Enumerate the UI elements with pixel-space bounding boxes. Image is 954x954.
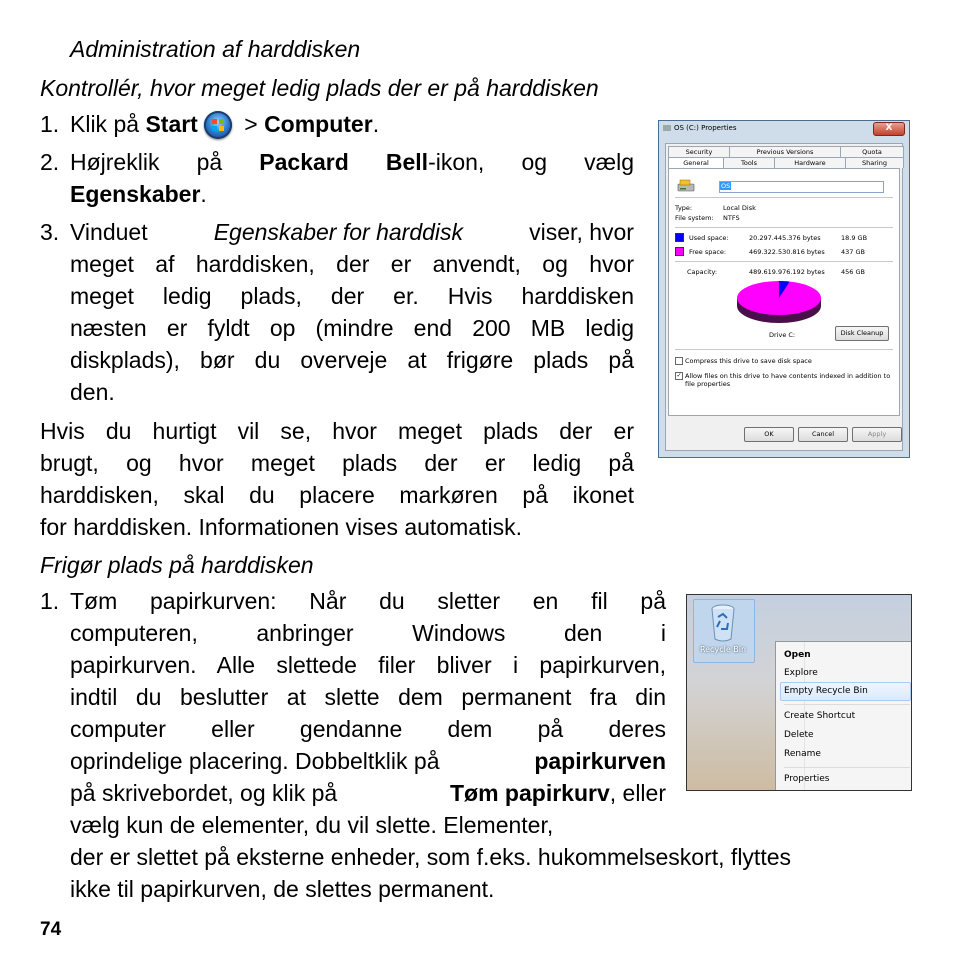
free-line: Tøm papirkurven: Når du sletter en fil på — [70, 588, 666, 614]
step-number: 2. — [40, 149, 60, 175]
paragraph-line: Hvis du hurtigt vil se, hvor meget plads der er — [40, 418, 634, 444]
free-line — [70, 747, 666, 775]
step2-end: . — [200, 181, 207, 207]
step3-post: viser, hvor — [529, 219, 634, 245]
paragraph-line: brugt, og hvor meget plads der er ledig på — [40, 450, 634, 476]
word: på — [196, 149, 223, 175]
egenskaber-label: Egenskaber — [70, 181, 201, 207]
step1-text: Klik på — [70, 111, 146, 137]
papirkurven-label: papirkurven — [534, 748, 666, 774]
used-label: Used space: — [689, 234, 729, 242]
word: vælg — [584, 149, 634, 175]
free-line: indtil du beslutter at slette dem permanent fra din — [70, 684, 666, 710]
drive-name-value: OS — [721, 182, 731, 190]
step3-pre: Vinduet — [70, 219, 148, 245]
section-title: Administration af harddisken — [70, 36, 361, 62]
free-line: vælg kun de elementer, du vil slette. Elementer, — [70, 812, 554, 838]
free-line: der er slettet på eksterne enheder, som f.eks. hukommelseskort, flyttes — [70, 844, 791, 870]
tab-sharing[interactable]: Sharing — [845, 157, 904, 168]
menu-item-rename[interactable]: Rename — [784, 749, 821, 759]
step-3-line: meget af harddisken, der er anvendt, og hvor — [70, 251, 634, 277]
compress-checkbox[interactable] — [675, 357, 683, 365]
free-l6-pre: oprindelige placering. Dobbeltklik på — [70, 748, 440, 774]
general-panel — [668, 168, 900, 416]
subsection-title-space: Kontrollér, hvor meget ledig plads der er på harddisken — [40, 75, 599, 101]
step1-gt: > — [237, 111, 265, 137]
hard-drive-icon — [677, 179, 695, 193]
dialog-title-text: OS (C:) Properties — [674, 124, 737, 132]
capacity-bytes: 489.619.976.192 bytes — [749, 268, 825, 276]
menu-item-explore[interactable]: Explore — [784, 668, 818, 678]
drive-properties-dialog — [658, 120, 910, 458]
step-3-line: meget ledig plads, der er. Hvis harddisken — [70, 283, 634, 309]
menu-item-open[interactable]: Open — [784, 650, 811, 660]
index-checkbox[interactable]: ✓ — [676, 372, 682, 379]
menu-separator — [784, 767, 910, 768]
step-1 — [70, 110, 379, 139]
free-label: Free space: — [689, 248, 727, 256]
disk-usage-pie — [733, 277, 825, 327]
paragraph-line: harddisken, skal du placere markøren på ikonet — [40, 482, 634, 508]
dialog-title — [663, 124, 737, 132]
dialog-body — [665, 143, 903, 451]
fs-value: NTFS — [723, 214, 740, 222]
drive-label: Drive C: — [769, 331, 796, 339]
free-line: papirkurven. Alle slettede filer bliver i papirkurven, — [70, 652, 666, 678]
word: og — [521, 149, 548, 175]
divider — [675, 349, 893, 350]
divider — [675, 197, 893, 198]
close-button[interactable]: X — [873, 122, 905, 136]
menu-item-properties[interactable]: Properties — [784, 774, 830, 784]
recycle-bin-screenshot — [686, 594, 912, 791]
compress-label: Compress this drive to save disk space — [685, 357, 812, 365]
step-number: 3. — [40, 219, 60, 245]
menu-separator — [784, 704, 910, 705]
capacity-label: Capacity: — [687, 268, 718, 276]
fs-label: File system: — [675, 214, 714, 222]
tab-security[interactable]: Security — [668, 146, 730, 157]
step1-end: . — [372, 111, 380, 137]
menu-item-create-shortcut[interactable]: Create Shortcut — [784, 711, 856, 721]
step-3-line: den. — [70, 379, 115, 405]
computer-label: Computer — [264, 111, 373, 137]
free-bytes: 469.322.530.816 bytes — [749, 248, 825, 256]
type-value: Local Disk — [723, 204, 756, 212]
tab-general[interactable]: General — [668, 157, 724, 168]
word: Bell — [385, 149, 429, 175]
step-2-line2 — [70, 180, 207, 208]
step-3-line: diskplads), bør du overveje at frigøre plads på — [70, 347, 634, 373]
menu-item-empty-recycle-bin[interactable]: Empty Recycle Bin — [784, 686, 868, 696]
context-menu — [775, 641, 912, 791]
step3-italic: Egenskaber for harddisk — [213, 219, 464, 245]
step-number: 1. — [40, 588, 60, 614]
start-label: Start — [145, 111, 198, 137]
apply-button[interactable]: Apply — [852, 427, 902, 442]
cancel-button[interactable]: Cancel — [798, 427, 848, 442]
index-label: Allow files on this drive to have contents indexed in addition to — [685, 372, 891, 380]
recycle-bin-label: Recycle Bin — [699, 645, 747, 654]
step-number: 1. — [40, 111, 60, 137]
free-line: ikke til papirkurven, de slettes permanent. — [70, 876, 495, 902]
paragraph-line: for harddisken. Informationen vises automatisk. — [40, 514, 522, 540]
used-space-swatch — [675, 233, 684, 242]
divider — [675, 261, 893, 262]
free-line — [70, 779, 666, 807]
step-2-line1 — [70, 148, 634, 176]
free-l7-post: , eller — [609, 780, 666, 806]
subsection-title-free: Frigør plads på harddisken — [40, 552, 314, 578]
step-3-line1 — [70, 218, 634, 246]
used-gb: 18.9 GB — [841, 234, 868, 242]
drive-name-input[interactable] — [719, 181, 884, 193]
tab-row-top — [666, 146, 902, 157]
capacity-gb: 456 GB — [841, 268, 865, 276]
tab-hardware[interactable]: Hardware — [774, 157, 846, 168]
free-line: computeren, anbringer Windows den i — [70, 620, 666, 646]
free-l7-pre: på skrivebordet, og klik på — [70, 780, 338, 806]
free-gb: 437 GB — [841, 248, 865, 256]
ok-button[interactable]: OK — [744, 427, 794, 442]
tab-row-bottom — [666, 157, 902, 168]
tom-papirkurv-label: Tøm papirkurv — [449, 780, 610, 806]
word: -ikon, — [428, 149, 485, 175]
tab-quota[interactable]: Quota — [840, 146, 904, 157]
tab-tools[interactable]: Tools — [723, 157, 775, 168]
index-label-2: file properties — [685, 380, 731, 388]
drive-icon — [663, 125, 671, 131]
recycle-bin-icon — [709, 603, 737, 643]
page-number: 74 — [40, 919, 62, 940]
free-line: computer eller gendanne dem på deres — [70, 716, 666, 742]
menu-item-delete[interactable]: Delete — [784, 730, 814, 740]
type-label: Type: — [675, 204, 693, 212]
word: Højreklik — [70, 149, 160, 175]
disk-cleanup-button[interactable]: Disk Cleanup — [835, 326, 889, 341]
divider — [675, 227, 893, 228]
tab-previous-versions[interactable]: Previous Versions — [729, 146, 841, 157]
free-space-swatch — [675, 247, 684, 256]
windows-start-icon — [204, 111, 232, 139]
used-bytes: 20.297.445.376 bytes — [749, 234, 821, 242]
word: Packard — [259, 149, 349, 175]
step-3-line: næsten er fyldt op (mindre end 200 MB ledig — [70, 315, 634, 341]
